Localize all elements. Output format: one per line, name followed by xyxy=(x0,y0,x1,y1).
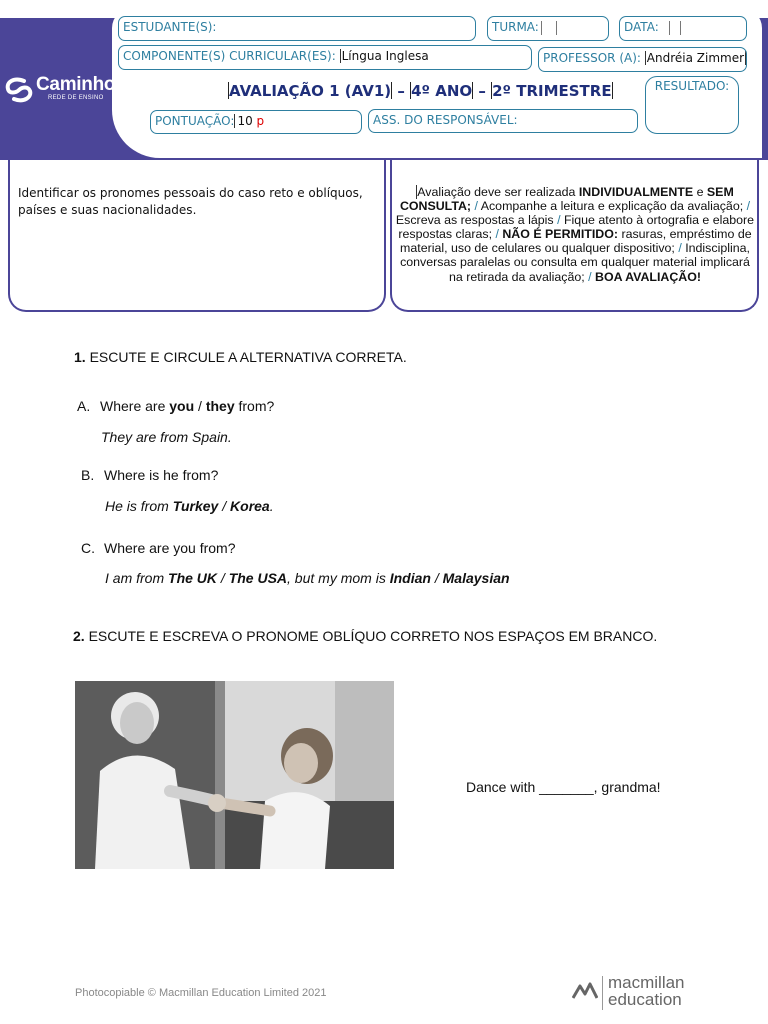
instr-sep: / xyxy=(471,199,481,214)
result-field[interactable] xyxy=(645,76,739,134)
logo-name: Caminho xyxy=(36,74,116,95)
instr-t4: Escreva as respostas a lápis xyxy=(395,213,554,228)
instr-t6: rasuras, empréstimo de material, uso de celulares ou qualquer dispositivo; xyxy=(400,227,752,256)
date-label: DATA: xyxy=(624,20,659,34)
item-b-letter: B. xyxy=(81,467,95,483)
date-tick xyxy=(669,21,670,35)
title-part-1: AVALIAÇÃO 1 (AV1) xyxy=(229,82,392,100)
date-field[interactable] xyxy=(619,16,747,41)
instr-sep: / xyxy=(492,227,503,242)
result-label: RESULTADO: xyxy=(654,79,730,93)
teacher-value: Andréia Zimmer xyxy=(646,51,745,65)
item-a-letter: A. xyxy=(77,398,91,414)
grandma-dancing-photo xyxy=(75,681,394,869)
instr-t7: Indisciplina, conversas paralelas ou consulta em qualquer material implicará na retirada da avaliação; xyxy=(400,241,750,284)
copyright-footer: Photocopiable © Macmillan Education Limited 2021 xyxy=(75,987,327,999)
item-a-q2: from? xyxy=(234,398,275,414)
exam-title xyxy=(228,82,613,100)
q2-number: 2. xyxy=(73,628,85,644)
macmillan-logo xyxy=(572,974,702,1014)
instr-b3: NÃO É PERMITIDO: xyxy=(502,227,619,242)
macmillan-divider xyxy=(602,976,603,1010)
item-c-slash: / xyxy=(430,570,443,586)
component-field[interactable] xyxy=(118,45,532,70)
item-a-answer: They are from Spain. xyxy=(101,429,232,445)
q1-text: ESCUTE E CIRCULE A ALTERNATIVA CORRETA. xyxy=(85,349,407,365)
option-the-usa[interactable]: The USA xyxy=(228,570,288,586)
instr-b2: SEM CONSULTA; xyxy=(399,185,734,214)
teacher-field[interactable] xyxy=(538,47,747,72)
photo-illustration xyxy=(75,681,394,869)
caminho-logo xyxy=(4,74,116,108)
signature-label: ASS. DO RESPONSÁVEL: xyxy=(373,113,518,127)
instr-sep: / xyxy=(584,269,596,284)
instr-b1: INDIVIDUALMENTE xyxy=(578,185,694,199)
knowledge-box xyxy=(8,160,386,312)
option-indian[interactable]: Indian xyxy=(389,570,431,586)
item-b-ans1: He is from xyxy=(105,498,173,514)
student-label: ESTUDANTE(S): xyxy=(123,20,217,34)
signature-field[interactable] xyxy=(368,109,638,133)
teacher-label: PROFESSOR (A): xyxy=(543,51,641,65)
component-label: COMPONENTE(S) CURRICULAR(ES): xyxy=(123,49,336,63)
item-a-slash: / xyxy=(194,398,206,414)
score-value: 10 xyxy=(234,114,252,128)
option-they[interactable]: they xyxy=(205,398,235,414)
score-field[interactable] xyxy=(150,110,362,134)
class-tick xyxy=(556,21,557,35)
title-part-3: 2º TRIMESTRE xyxy=(492,82,612,100)
instr-sep: / xyxy=(553,213,564,228)
instr-t1: Avaliação deve ser realizada xyxy=(417,185,579,199)
class-label: TURMA: xyxy=(492,20,539,34)
instr-t5: Fique atento à ortografia e elabore respostas claras; xyxy=(398,213,755,242)
knowledge-heading: OBJETOS DE CONHECIMENTO / HABILIDADES xyxy=(50,161,344,176)
instr-sep: / xyxy=(674,241,686,256)
logo-subtitle: REDE DE ENSINO xyxy=(48,95,104,101)
option-malaysian[interactable]: Malaysian xyxy=(442,570,510,586)
class-tick xyxy=(541,21,542,35)
macmillan-mark-icon xyxy=(572,980,598,1000)
caminho-logo-icon xyxy=(4,76,34,104)
option-you[interactable]: you xyxy=(169,398,195,414)
item-c-question: Where are you from? xyxy=(104,540,236,556)
student-field[interactable] xyxy=(118,16,476,41)
title-dash-2: – xyxy=(473,82,492,100)
title-dash-1: – xyxy=(392,82,411,100)
q1-item-b xyxy=(81,467,218,483)
q2-text: ESCUTE E ESCREVA O PRONOME OBLÍQUO CORRETO NOS ESPAÇOS EM BRANCO. xyxy=(84,628,658,644)
score-label: PONTUAÇÃO: xyxy=(155,114,235,128)
score-unit: p xyxy=(256,114,265,128)
title-bar xyxy=(612,82,613,99)
component-value: Língua Inglesa xyxy=(341,49,429,63)
option-the-uk[interactable]: The UK xyxy=(168,570,218,586)
q1-item-a xyxy=(77,398,274,414)
item-b-question: Where is he from? xyxy=(104,467,219,483)
item-c-slash: / xyxy=(217,570,229,586)
item-b-ans2: . xyxy=(269,498,274,514)
macmillan-line-1: macmillan xyxy=(608,973,685,992)
q2-sentence: Dance with _______, grandma! xyxy=(466,779,661,795)
item-c-ans1: I am from xyxy=(105,570,169,586)
item-c-letter: C. xyxy=(81,540,95,556)
q1-instruction xyxy=(74,349,407,365)
class-field[interactable] xyxy=(487,16,609,41)
item-b-slash: / xyxy=(218,498,231,514)
instr-t3: Acompanhe a leitura e explicação da avaliação; xyxy=(480,199,744,214)
item-b-answer xyxy=(105,498,274,514)
option-turkey[interactable]: Turkey xyxy=(172,498,219,514)
date-tick xyxy=(680,21,681,35)
item-a-q1: Where are xyxy=(100,398,170,414)
knowledge-text: Identificar os pronomes pessoais do caso reto e oblíquos, países e suas nacionalidades. xyxy=(18,186,363,217)
q1-item-c xyxy=(81,540,236,556)
q1-number: 1. xyxy=(74,349,86,365)
instructions-text xyxy=(394,185,756,284)
item-c-answer xyxy=(105,570,510,586)
instr-sep: / xyxy=(743,199,751,214)
instr-b4: BOA AVALIAÇÃO! xyxy=(595,269,702,284)
instr-t2: e xyxy=(693,185,707,199)
instructions-heading: INSTRUÇÕES PARA REALIZAR A AVALIAÇÃO xyxy=(432,161,717,176)
q2-instruction xyxy=(73,628,657,644)
macmillan-line-2: education xyxy=(608,990,682,1009)
option-korea[interactable]: Korea xyxy=(230,498,270,514)
item-c-ans2: , but my mom is xyxy=(287,570,390,586)
title-part-2: 4º ANO xyxy=(411,82,473,100)
